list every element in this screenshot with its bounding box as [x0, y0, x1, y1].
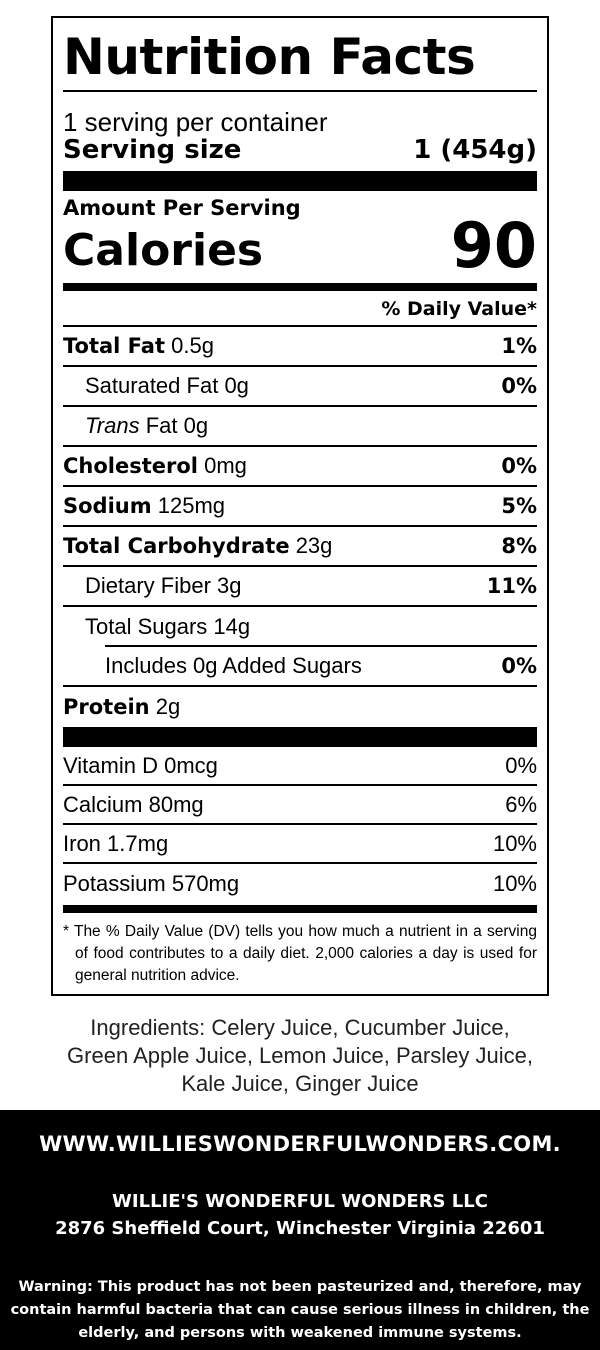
vitamin-name: Vitamin D	[63, 752, 158, 778]
vitamin-dv: 0%	[505, 752, 537, 778]
nutrient-row-total-fat	[63, 327, 537, 367]
vitamin-name: Potassium	[63, 870, 166, 896]
calories-label: Calories	[63, 225, 264, 276]
vitamin-row-vitamin-d	[63, 747, 537, 786]
serving-size-row	[63, 137, 537, 171]
nutrient-amount: 0g	[183, 413, 209, 438]
nutrient-dv: 8%	[501, 534, 537, 558]
nutrition-facts-label	[51, 16, 549, 996]
nutrient-row-total-sugars	[63, 607, 537, 647]
thick-divider	[63, 727, 537, 747]
calories-row	[63, 209, 537, 282]
company-address: 2876 Sheffield Court, Winchester Virginia 22601	[55, 1218, 545, 1239]
nutrient-dv: 11%	[486, 574, 537, 598]
serving-size-label: Serving size	[63, 135, 242, 165]
vitamin-name: Calcium	[63, 791, 143, 817]
warning-text: Warning: This product has not been pasteurized and, therefore, may contain harmful bacteria that can cause serious illness in children, the elderly, and persons with weakened immune systems.	[10, 1279, 590, 1341]
nutrient-amount: 14g	[213, 614, 251, 639]
nutrient-row-added-sugars	[63, 647, 537, 687]
vitamin-dv: 10%	[492, 870, 537, 896]
nutrient-name: Total Fat	[63, 334, 166, 358]
nutrient-name: Trans	[85, 413, 140, 438]
vitamin-amount: 570mg	[171, 870, 240, 896]
vitamin-amount: 1.7mg	[107, 830, 169, 856]
nutrient-row-total-carbohydrate	[63, 527, 537, 567]
nutrient-dv: 0%	[501, 454, 537, 478]
nutrient-row-dietary-fiber	[63, 567, 537, 607]
footer-banner	[0, 1110, 600, 1350]
nutrient-dv: 0%	[501, 374, 537, 398]
vitamin-row-calcium	[63, 786, 537, 825]
vitamin-row-potassium	[63, 864, 537, 903]
label-title: Nutrition Facts	[63, 28, 476, 86]
vitamin-dv: 10%	[492, 830, 537, 856]
nutrient-row-cholesterol	[63, 447, 537, 487]
medium-divider	[63, 283, 537, 291]
nutrient-amount: 2g	[155, 694, 181, 719]
nutrient-row-protein	[63, 687, 537, 727]
nutrient-name-suffix: Fat	[145, 413, 178, 438]
nutrient-amount: 0mg	[204, 453, 247, 478]
ingredients-text: Ingredients: Celery Juice, Cucumber Juice, Green Apple Juice, Lemon Juice, Parsley Juice, Kale Juice, Ginger Juice	[67, 1015, 533, 1096]
medium-divider	[63, 905, 537, 913]
divider	[63, 90, 537, 92]
nutrient-name: Protein	[63, 695, 150, 719]
nutrient-dv: 0%	[501, 654, 537, 678]
nutrient-dv: 5%	[501, 494, 537, 518]
nutrient-amount: 125mg	[157, 493, 226, 518]
website-link[interactable]: WWW.WILLIESWONDERFULWONDERS.COM.	[39, 1132, 561, 1156]
company-info	[0, 1188, 600, 1242]
company-name: WILLIE'S WONDERFUL WONDERS LLC	[112, 1191, 488, 1212]
nutrient-amount: 3g	[217, 573, 242, 598]
nutrient-name: Includes 0g Added Sugars	[105, 653, 362, 678]
amount-per-serving: Amount Per Serving	[63, 196, 301, 220]
vitamin-row-iron	[63, 825, 537, 864]
serving-size-value: 1 (454g)	[413, 135, 537, 165]
daily-value-footnote: * The % Daily Value (DV) tells you how much a nutrient in a serving of food contributes to a daily diet. 2,000 calories a day is used for general nutrition advice.	[63, 923, 537, 984]
nutrient-amount: 0g	[224, 373, 249, 398]
nutrient-name: Sodium	[63, 494, 152, 518]
nutrient-name: Saturated Fat	[85, 373, 219, 398]
vitamin-amount: 0mcg	[164, 752, 218, 778]
vitamin-dv: 6%	[505, 791, 537, 817]
calories-value: 90	[450, 209, 537, 282]
nutrient-name: Total Sugars	[85, 614, 208, 639]
nutrient-row-trans-fat	[63, 407, 537, 447]
vitamin-name: Iron	[63, 830, 101, 856]
servings-per-container: 1 serving per container	[63, 107, 328, 137]
thick-divider	[63, 171, 537, 191]
nutrient-row-saturated-fat	[63, 367, 537, 407]
nutrient-row-sodium	[63, 487, 537, 527]
nutrient-amount: 23g	[295, 533, 333, 558]
vitamin-amount: 80mg	[148, 791, 204, 817]
nutrient-name: Total Carbohydrate	[63, 534, 290, 558]
nutrient-name: Cholesterol	[63, 454, 198, 478]
nutrient-amount: 0.5g	[171, 333, 214, 358]
daily-value-header: % Daily Value*	[63, 291, 537, 327]
nutrient-name: Dietary Fiber	[85, 573, 211, 598]
nutrient-dv: 1%	[501, 334, 537, 358]
